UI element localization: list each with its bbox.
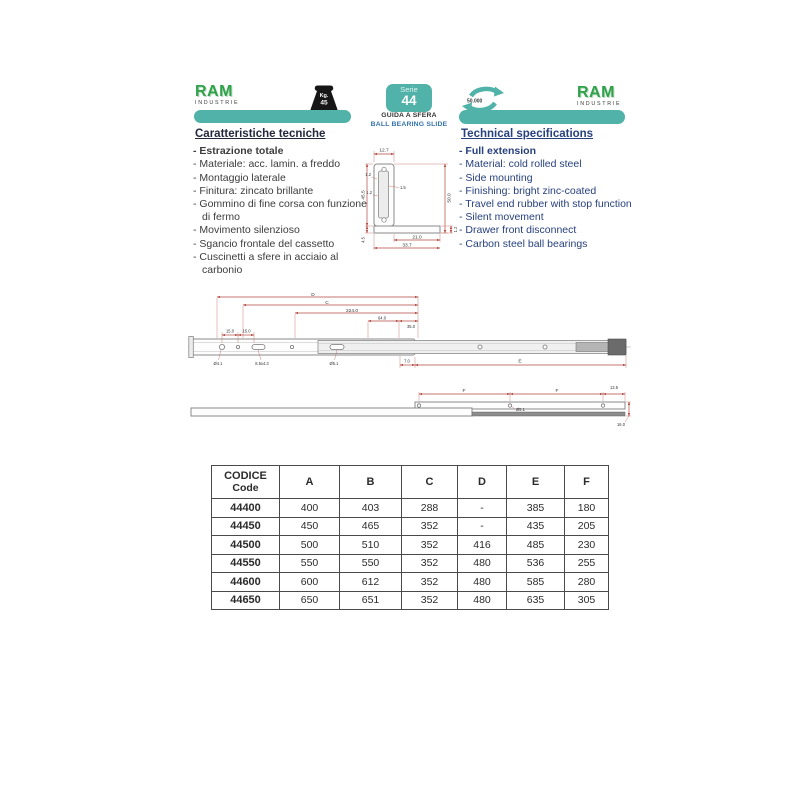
value-cell: 403 <box>340 499 402 518</box>
value-cell: 205 <box>565 517 609 536</box>
extended-rails <box>191 402 625 416</box>
dim-hole: Ø5.1 <box>516 407 525 412</box>
spec-item: - Estrazione totale <box>193 145 368 158</box>
series-label: Serie <box>400 85 418 94</box>
dim-foot-thk: 1.2 <box>453 226 458 233</box>
dim-15a: 15.0 <box>226 328 234 334</box>
table-row <box>212 517 609 536</box>
spec-item: - Silent movement <box>459 211 639 224</box>
spec-item: - Side mounting <box>459 172 639 185</box>
logo-left-brand: RAM <box>195 83 233 100</box>
table-row <box>212 573 609 592</box>
series-badge <box>386 84 432 112</box>
logo-right-brand: RAM <box>577 84 615 101</box>
value-cell: 480 <box>458 573 507 592</box>
value-cell: 510 <box>340 536 402 555</box>
dimensions-table <box>211 465 609 610</box>
value-cell: 352 <box>402 554 458 573</box>
col-header-f: F <box>565 466 609 499</box>
cross-section-drawing <box>360 139 460 257</box>
side-view-dimensions <box>214 292 626 368</box>
value-cell: 635 <box>507 591 565 610</box>
spec-item: - Drawer front disconnect <box>459 224 639 237</box>
dim-height-total: 50.0 <box>447 193 453 203</box>
value-cell: 435 <box>507 517 565 536</box>
dim-thk-mid: 1.5 <box>400 185 406 190</box>
spec-item: - Carbon steel ball bearings <box>459 238 639 251</box>
dim-height-body: 45.5 <box>361 190 367 200</box>
spec-item: - Materiale: acc. lamin. a freddo <box>193 158 368 171</box>
weight-unit-label: Kg. <box>319 93 329 99</box>
spec-item: - Material: cold rolled steel <box>459 158 639 171</box>
dim-height-foot: 4.5 <box>360 237 366 243</box>
spec-item: - Full extension <box>459 145 639 158</box>
value-cell: 416 <box>458 536 507 555</box>
code-cell: 44500 <box>212 536 280 555</box>
logo-right <box>577 85 621 107</box>
dim-224: 224.0 <box>345 308 359 314</box>
dim-height16: 16.0 <box>617 422 625 427</box>
specs-italian-list <box>193 145 368 277</box>
slide-rails <box>188 337 631 358</box>
col-header-code <box>212 466 280 499</box>
logo-left-sub: INDUSTRIE <box>195 100 240 106</box>
spec-item: - Movimento silenzioso <box>193 224 368 237</box>
side-view-drawing <box>188 292 633 382</box>
table-header-row <box>212 466 609 499</box>
dim-35: 35.0 <box>407 323 415 329</box>
table-row <box>212 591 609 610</box>
value-cell: 480 <box>458 554 507 573</box>
divider-bar-left <box>194 110 351 123</box>
value-cell: 385 <box>507 499 565 518</box>
spec-item: - Gommino di fine corsa con funzione di fermo <box>193 198 368 224</box>
dim-end-offset: 13.5 <box>610 385 618 390</box>
dim-f2: F <box>555 389 559 394</box>
specs-italian-title: Caratteristiche tecniche <box>195 128 326 140</box>
dim-64: 64.0 <box>378 315 386 321</box>
value-cell: 550 <box>280 554 340 573</box>
value-cell: - <box>458 499 507 518</box>
code-cell: 44600 <box>212 573 280 592</box>
value-cell: 352 <box>402 517 458 536</box>
value-cell: 465 <box>340 517 402 536</box>
specs-english-title: Technical specifications <box>461 128 594 140</box>
value-cell: - <box>458 517 507 536</box>
value-cell: 352 <box>402 536 458 555</box>
value-cell: 180 <box>565 499 609 518</box>
extended-view-drawing <box>188 384 633 430</box>
dim-hole-front: Ø4.1 <box>213 361 223 366</box>
product-name-it: GUIDA A SFERA <box>381 112 437 119</box>
value-cell: 352 <box>402 591 458 610</box>
weight-value-label: 45 <box>320 99 328 107</box>
spec-item: - Finitura: zincato brillante <box>193 185 368 198</box>
product-name-en: BALL BEARING SLIDE <box>370 121 448 128</box>
dim-foot-inner: 21.0 <box>412 235 422 241</box>
spec-item: - Travel end rubber with stop function <box>459 198 639 211</box>
table-row <box>212 554 609 573</box>
code-cell: 44400 <box>212 499 280 518</box>
specs-english <box>459 128 639 251</box>
dim-thk-inner: 1.2 <box>366 190 372 195</box>
profile-shape <box>374 164 440 233</box>
value-cell: 255 <box>565 554 609 573</box>
dim-thk-outer: 1.2 <box>365 172 371 177</box>
value-cell: 485 <box>507 536 565 555</box>
dim-slot: 8.5x4.3 <box>255 361 269 366</box>
value-cell: 305 <box>565 591 609 610</box>
value-cell: 352 <box>402 573 458 592</box>
dim-15b: 15.0 <box>242 328 251 334</box>
dim-foot-total: 33.7 <box>402 243 412 249</box>
specs-italian <box>193 128 368 277</box>
code-cell: 44450 <box>212 517 280 536</box>
dim-e: E <box>518 359 522 365</box>
col-header-codice-line: CODICE <box>224 470 267 482</box>
code-cell: 44650 <box>212 591 280 610</box>
col-header-b: B <box>340 466 402 499</box>
value-cell: 400 <box>280 499 340 518</box>
table-row <box>212 536 609 555</box>
value-cell: 585 <box>507 573 565 592</box>
cycles-count-label: 50.000 <box>467 98 483 105</box>
dim-top-width: 12.7 <box>379 148 389 154</box>
value-cell: 450 <box>280 517 340 536</box>
value-cell: 600 <box>280 573 340 592</box>
value-cell: 230 <box>565 536 609 555</box>
spec-item: - Finishing: bright zinc-coated <box>459 185 639 198</box>
col-header-c: C <box>402 466 458 499</box>
spec-item: - Montaggio laterale <box>193 172 368 185</box>
dim-c: C <box>325 300 329 306</box>
table-row <box>212 499 609 518</box>
spec-item: - Sgancio frontale del cassetto <box>193 238 368 251</box>
col-header-a: A <box>280 466 340 499</box>
col-header-e: E <box>507 466 565 499</box>
value-cell: 550 <box>340 554 402 573</box>
value-cell: 280 <box>565 573 609 592</box>
col-header-code-line: Code <box>232 482 259 494</box>
value-cell: 536 <box>507 554 565 573</box>
code-cell: 44550 <box>212 554 280 573</box>
spec-item: - Cuscinetti a sfere in acciaio al carbonio <box>193 251 368 277</box>
series-number: 44 <box>401 93 417 108</box>
weight-badge-icon <box>304 82 344 112</box>
value-cell: 650 <box>280 591 340 610</box>
dim-f1: F <box>462 389 466 394</box>
logo-right-sub: INDUSTRIE <box>577 101 622 107</box>
value-cell: 651 <box>340 591 402 610</box>
dim-hole-mid: Ø5.1 <box>329 361 339 366</box>
value-cell: 612 <box>340 573 402 592</box>
logo-left <box>195 84 239 106</box>
value-cell: 480 <box>458 591 507 610</box>
dim-gap7: 7.0 <box>404 358 410 364</box>
col-header-d: D <box>458 466 507 499</box>
value-cell: 500 <box>280 536 340 555</box>
dim-d: D <box>311 292 315 298</box>
divider-bar-right <box>459 110 625 124</box>
value-cell: 288 <box>402 499 458 518</box>
specs-english-list <box>459 145 639 251</box>
